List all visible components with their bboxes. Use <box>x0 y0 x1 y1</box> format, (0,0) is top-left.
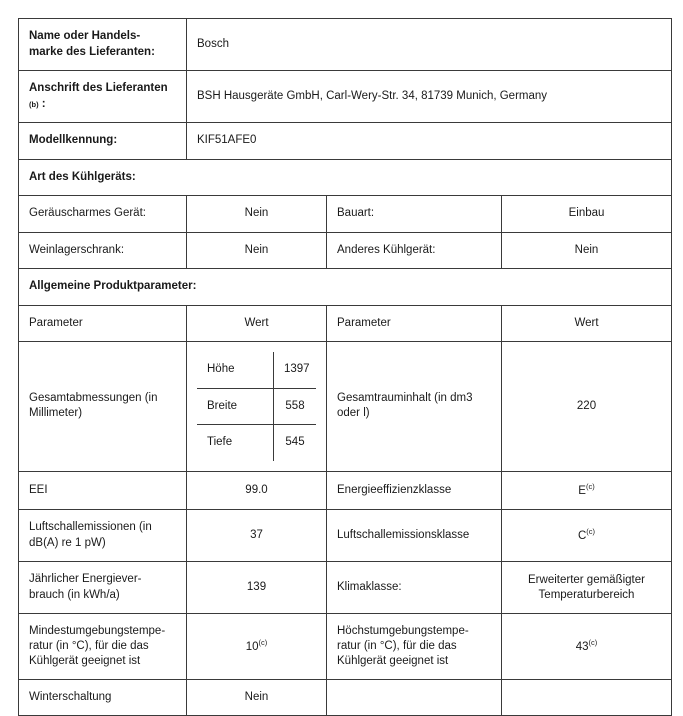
model-label-cell: Modellkennung: <box>19 123 187 160</box>
dimensions-label <box>19 342 187 472</box>
type-section-heading: Art des Kühlgeräts: <box>19 159 672 196</box>
low-noise-value: Nein <box>187 196 327 233</box>
table-row-ambient-temperature <box>19 614 672 680</box>
dimension-label-height: Höhe <box>207 363 235 376</box>
construction-type-label: Bauart: <box>327 196 502 233</box>
total-volume-value: 220 <box>502 342 672 472</box>
general-section-heading: Allgemeine Produktparameter: <box>19 269 672 306</box>
max-ambient-value: 43 <box>575 640 589 653</box>
winter-setting-value: Nein <box>187 679 327 716</box>
dimension-label-depth: Tiefe <box>207 436 233 449</box>
min-ambient-value: 10 <box>245 640 259 653</box>
supplier-value-cell: Bosch <box>187 19 672 71</box>
table-row-general-heading <box>19 269 672 306</box>
dimension-row-height <box>197 352 316 389</box>
winter-setting-label: Winterschaltung <box>19 679 187 716</box>
winter-setting-empty-value <box>502 679 672 716</box>
energy-class-note: (c) <box>585 481 595 491</box>
address-label-note: (b) <box>29 99 39 109</box>
noise-class-note: (c) <box>586 526 596 536</box>
min-ambient-label <box>19 614 187 680</box>
model-value-cell: KIF51AFE0 <box>187 123 672 160</box>
climate-class-value-line1: Erweiterter gemäßigter <box>528 573 645 586</box>
table-row-annual-energy <box>19 562 672 614</box>
annual-energy-label-line2: brauch (in kWh/a) <box>29 588 120 601</box>
dimensions-label-line2: Millimeter) <box>29 407 83 420</box>
noise-class-value-cell <box>502 510 672 562</box>
supplier-label-line1: Name oder Handels- <box>29 30 141 42</box>
noise-emissions-label <box>19 510 187 562</box>
address-label-suffix: : <box>38 97 46 110</box>
table-row-noise <box>19 510 672 562</box>
min-ambient-value-cell <box>187 614 327 680</box>
address-label: Anschrift des Lieferanten <box>29 82 168 95</box>
dimension-value-width: 558 <box>273 389 316 425</box>
max-ambient-label <box>327 614 502 680</box>
column-header-parameter-left: Parameter <box>19 305 187 342</box>
table-row-type-1 <box>19 196 672 233</box>
climate-class-value-line2: Temperaturbereich <box>538 588 635 601</box>
table-row-winter-setting <box>19 679 672 716</box>
column-header-value-right: Wert <box>502 305 672 342</box>
noise-class-value: C <box>577 529 587 542</box>
min-ambient-note: (c) <box>258 637 268 647</box>
table-row-supplier <box>19 19 672 71</box>
other-appliance-label: Anderes Kühlgerät: <box>327 232 502 269</box>
climate-class-label: Klimaklasse: <box>327 562 502 614</box>
table-row-eei <box>19 471 672 509</box>
address-value-cell: BSH Hausgeräte GmbH, Carl-Wery-Str. 34, 81739 Munich, Germany <box>187 71 672 123</box>
table-row-column-headers <box>19 305 672 342</box>
address-label-cell <box>19 71 187 123</box>
wine-cabinet-label: Weinlagerschrank: <box>19 232 187 269</box>
product-fiche-table <box>18 18 672 716</box>
dimension-label-width: Breite <box>207 399 238 412</box>
min-ambient-label-line2: ratur (in °C), für die das <box>29 640 149 653</box>
total-volume-label-line1: Gesamtrauminhalt (in dm3 <box>337 391 473 404</box>
table-row-type-2 <box>19 232 672 269</box>
eei-value: 99.0 <box>187 471 327 509</box>
min-ambient-label-line1: Mindestumgebungstempe- <box>29 625 166 638</box>
dimensions-label-line1: Gesamtabmessungen (in <box>29 391 158 404</box>
energy-class-value-cell <box>502 471 672 509</box>
supplier-label-line2: marke des Lieferanten: <box>29 45 155 58</box>
dimension-value-height: 1397 <box>273 352 320 388</box>
eei-label: EEI <box>19 471 187 509</box>
noise-class-label: Luftschallemissionsklasse <box>327 510 502 562</box>
total-volume-label <box>327 342 502 472</box>
climate-class-value-cell <box>502 562 672 614</box>
noise-emissions-value: 37 <box>187 510 327 562</box>
max-ambient-label-line3: Kühlgerät geeignet ist <box>337 654 449 667</box>
max-ambient-label-line1: Höchstumgebungstempe- <box>337 625 469 638</box>
table-row-dimensions <box>19 342 672 472</box>
max-ambient-value-cell <box>502 614 672 680</box>
min-ambient-label-line3: Kühlgerät geeignet ist <box>29 654 141 667</box>
table-row-model <box>19 123 672 160</box>
dimensions-values-cell <box>187 342 327 472</box>
max-ambient-note: (c) <box>588 637 598 647</box>
construction-type-value: Einbau <box>502 196 672 233</box>
dimension-value-depth: 545 <box>273 425 316 461</box>
annual-energy-label-line1: Jährlicher Energiever- <box>29 573 142 586</box>
energy-class-value: E <box>578 484 586 497</box>
column-header-parameter-right: Parameter <box>327 305 502 342</box>
column-header-value-left: Wert <box>187 305 327 342</box>
total-volume-label-line2: oder l) <box>337 407 370 420</box>
max-ambient-label-line2: ratur (in °C), für die das <box>337 640 457 653</box>
noise-emissions-label-line1: Luftschallemissionen (in <box>29 521 152 534</box>
wine-cabinet-value: Nein <box>187 232 327 269</box>
winter-setting-empty-label <box>327 679 502 716</box>
annual-energy-label <box>19 562 187 614</box>
annual-energy-value: 139 <box>187 562 327 614</box>
noise-emissions-label-line2: dB(A) re 1 pW) <box>29 536 106 549</box>
low-noise-label: Geräuscharmes Gerät: <box>19 196 187 233</box>
table-row-type-heading <box>19 159 672 196</box>
dimension-row-width <box>197 389 316 426</box>
supplier-label-cell <box>19 19 187 71</box>
table-row-address <box>19 71 672 123</box>
dimension-row-depth <box>197 425 316 461</box>
energy-class-label: Energieeffizienzklasse <box>327 471 502 509</box>
other-appliance-value: Nein <box>502 232 672 269</box>
